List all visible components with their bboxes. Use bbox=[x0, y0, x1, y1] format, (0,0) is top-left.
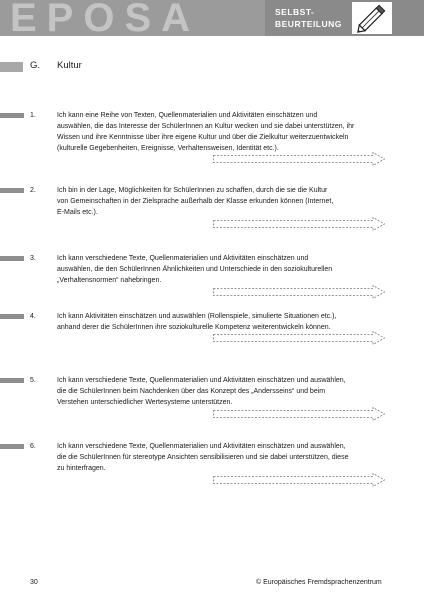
item-bar bbox=[0, 314, 24, 319]
item-number: 6. bbox=[30, 443, 36, 450]
item-bar bbox=[0, 444, 24, 449]
item-number: 4. bbox=[30, 313, 36, 320]
item-text bbox=[57, 110, 392, 154]
item-text-line: die die SchülerInnen für stereotype Ansichten sensibilisieren und sie dabei unterstützen, diese bbox=[57, 454, 349, 461]
section-title: Kultur bbox=[57, 60, 82, 71]
progress-arrow[interactable] bbox=[213, 473, 385, 487]
item-number: 1. bbox=[30, 112, 36, 119]
item-bar bbox=[0, 113, 24, 118]
copyright-text: © Europäisches Fremdsprachenzentrum bbox=[256, 579, 382, 586]
item-text-line: (kulturelle Gegebenheiten, Ereignisse, Verhaltensweisen, Identität etc.). bbox=[57, 145, 279, 152]
item-text-line: anhand derer die SchülerInnen ihre soziokulturelle Kompetenz weiterentwickeln können. bbox=[57, 324, 331, 331]
item-text-line: Ich bin in der Lage, Möglichkeiten für SchülerInnen zu schaffen, durch die sie die Kultur bbox=[57, 187, 328, 194]
item-text-line: die die SchülerInnen beim Nachdenken über das Konzept des „Andersseins“ und beim bbox=[57, 388, 326, 395]
item-bar bbox=[0, 188, 24, 193]
brand-title: EPOSA bbox=[10, 0, 201, 36]
item-text bbox=[57, 185, 392, 218]
item-text bbox=[57, 311, 392, 333]
item-text-line: von Gemeinschaften in der Zielsprache außerhalb der Klasse erkunden können (Internet, bbox=[57, 198, 334, 205]
self-assessment-label bbox=[275, 6, 342, 30]
item-number: 3. bbox=[30, 255, 36, 262]
item-text-line: Wissen und ihre Kenntnisse über ihre eigene Kultur und über die Zielkultur weiterzuentwickeln bbox=[57, 134, 349, 141]
section-bar bbox=[0, 62, 23, 72]
item-text-line: zu hinterfragen. bbox=[57, 465, 106, 472]
item-text-line: Ich kann verschiedene Texte, Quellenmaterialien und Aktivitäten einschätzen und bbox=[57, 255, 309, 262]
pencil-icon bbox=[352, 2, 392, 34]
label-line-2: BEURTEILUNG bbox=[275, 19, 342, 29]
header-band bbox=[0, 0, 265, 36]
item-text-line: Verstehen unterschiedlicher Wertesysteme unterstützen. bbox=[57, 399, 233, 406]
item-text-line: Ich kann verschiedene Texte, Quellenmaterialien und Aktivitäten einschätzen und auswählen, bbox=[57, 377, 346, 384]
progress-arrow[interactable] bbox=[213, 407, 385, 421]
item-text bbox=[57, 375, 392, 408]
item-text-line: auswählen, die das Interesse der SchülerInnen an Kultur wecken und sie dabei unterstützen, ihr bbox=[57, 123, 355, 130]
item-number: 5. bbox=[30, 377, 36, 384]
item-number: 2. bbox=[30, 187, 36, 194]
item-bar bbox=[0, 256, 24, 261]
progress-arrow[interactable] bbox=[213, 152, 385, 166]
page-number: 30 bbox=[30, 579, 38, 586]
progress-arrow[interactable] bbox=[213, 331, 385, 345]
item-text-line: Ich kann Aktivitäten einschätzen und auswählen (Rollenspiele, simulierte Situationen etc.), bbox=[57, 313, 337, 320]
item-text-line: auswählen, die den SchülerInnen Ähnlichkeiten und Unterschiede in den soziokulturellen bbox=[57, 266, 333, 273]
item-text bbox=[57, 253, 392, 286]
progress-arrow[interactable] bbox=[213, 217, 385, 231]
item-text bbox=[57, 441, 392, 474]
item-text-line: E-Mails etc.). bbox=[57, 209, 98, 216]
section-letter: G. bbox=[30, 60, 41, 71]
item-bar bbox=[0, 378, 24, 383]
item-text-line: „Verhaltensnormen“ nahebringen. bbox=[57, 277, 162, 284]
item-text-line: Ich kann eine Reihe von Texten, Quellenmaterialien und Aktivitäten einschätzen und bbox=[57, 112, 318, 119]
label-line-1: SELBST- bbox=[275, 7, 315, 17]
item-text-line: Ich kann verschiedene Texte, Quellenmaterialien und Aktivitäten einschätzen und auswählen, bbox=[57, 443, 346, 450]
progress-arrow[interactable] bbox=[213, 285, 385, 299]
